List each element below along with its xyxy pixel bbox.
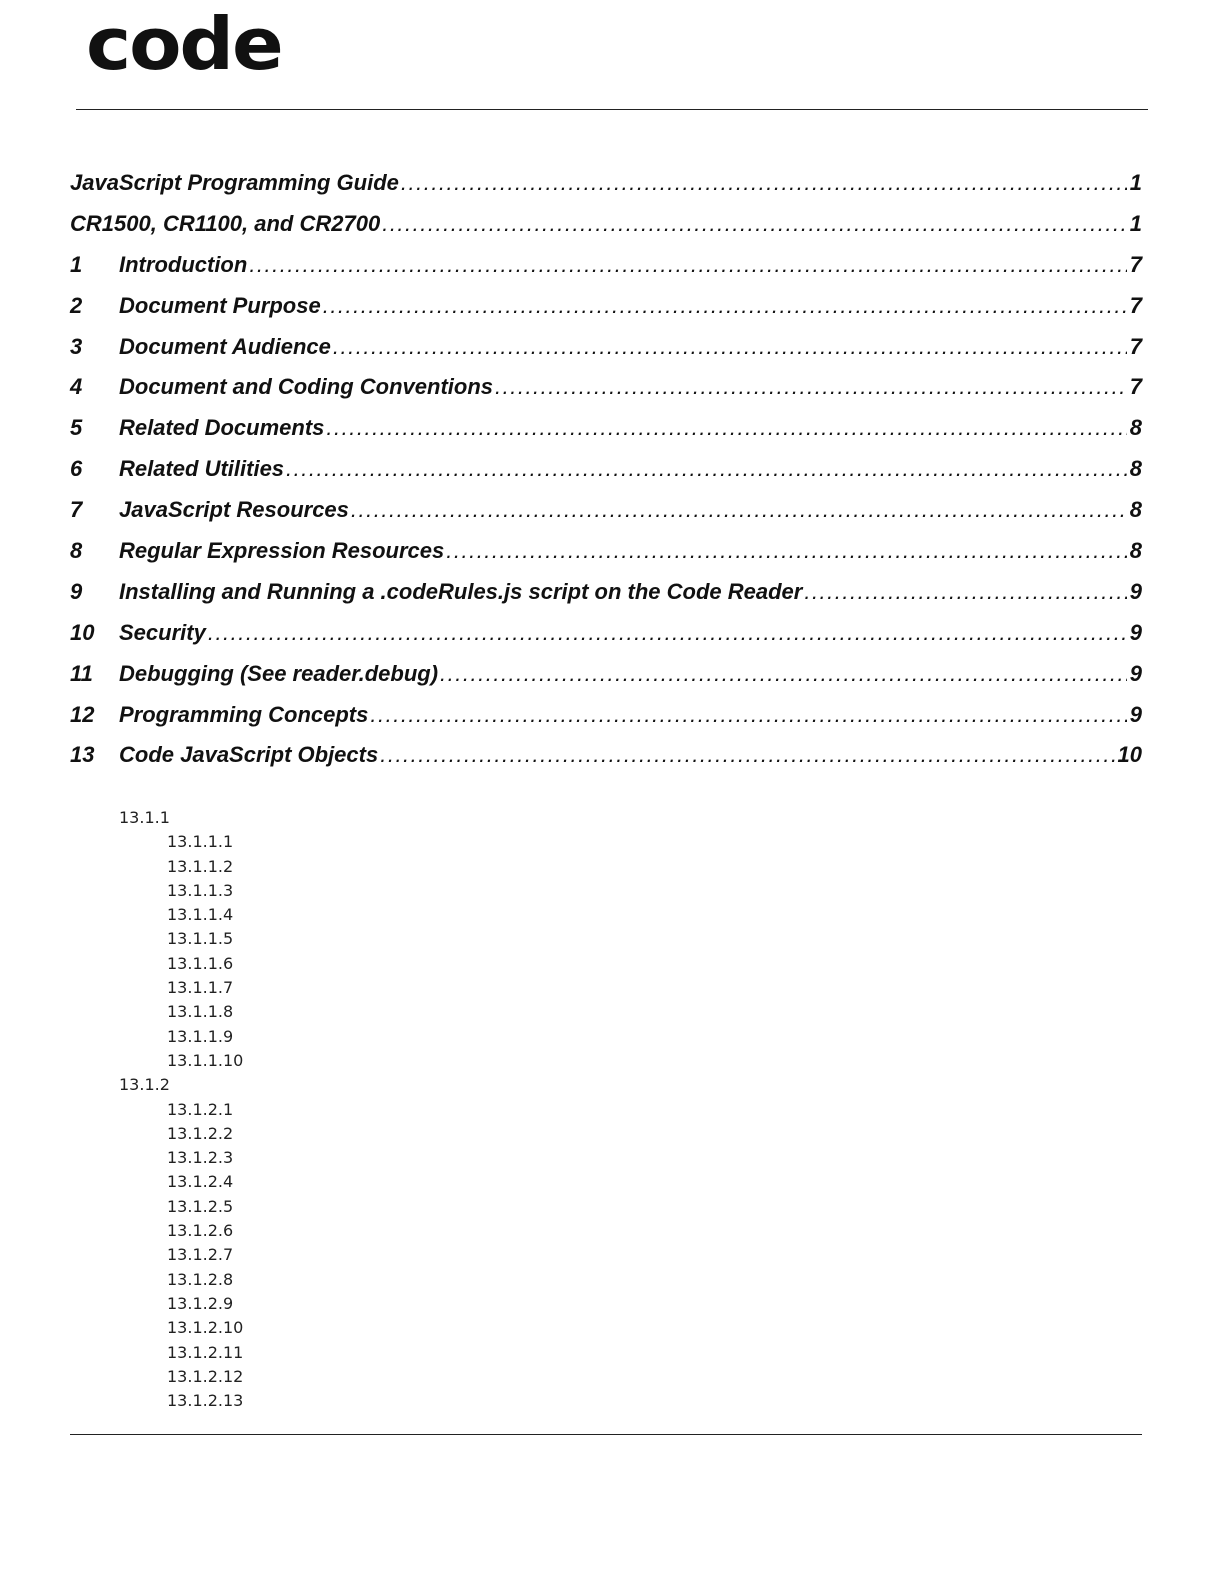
subsection-label[interactable]: 13.1.2.3 <box>167 1148 234 1168</box>
toc-entry-page: 7 <box>1129 333 1142 359</box>
subsection-label[interactable]: 13.1.2.13 <box>167 1391 244 1411</box>
subsection-label[interactable]: 13.1.2 <box>119 1075 170 1095</box>
toc-dot-leader <box>333 327 1127 368</box>
header-divider <box>76 109 1148 110</box>
toc-entry-title: Document Audience <box>119 333 331 359</box>
toc-dot-leader <box>351 490 1127 531</box>
subsection-label[interactable]: 13.1.1.6 <box>167 953 234 973</box>
toc-entry[interactable] <box>70 490 1142 531</box>
toc-entry[interactable] <box>70 204 1142 245</box>
toc-entry-title: Security <box>119 619 206 645</box>
toc-entry-title: Document Purpose <box>119 292 321 318</box>
toc-entry[interactable] <box>70 367 1142 408</box>
subsection-label[interactable]: 13.1.2.7 <box>167 1245 234 1265</box>
toc-entry-title: Introduction <box>119 251 248 277</box>
subsection-label[interactable]: 13.1.2.1 <box>167 1099 234 1119</box>
table-of-contents <box>70 163 1142 776</box>
subsection-label[interactable]: 13.1.1.9 <box>167 1026 234 1046</box>
toc-entry[interactable] <box>70 572 1142 613</box>
toc-entry[interactable] <box>70 531 1142 572</box>
toc-entry-page: 7 <box>1129 374 1142 400</box>
toc-dot-leader <box>804 572 1126 613</box>
toc-entry-page: 8 <box>1129 415 1142 441</box>
toc-dot-leader <box>326 408 1126 449</box>
toc-dot-leader <box>440 654 1127 695</box>
subsection-label[interactable]: 13.1.2.5 <box>167 1196 234 1216</box>
subsection-list <box>119 806 243 1413</box>
toc-entry[interactable] <box>70 245 1142 286</box>
toc-entry-number: 2 <box>70 292 83 318</box>
toc-entry[interactable] <box>70 654 1142 695</box>
toc-dot-leader <box>370 695 1126 736</box>
toc-entry-title: Related Documents <box>119 415 325 441</box>
subsection-label[interactable]: 13.1.1.5 <box>167 929 234 949</box>
toc-entry-number: 9 <box>70 578 83 604</box>
subsection-label[interactable]: 13.1.1.4 <box>167 905 234 925</box>
subsection-label[interactable]: 13.1.1.2 <box>167 856 234 876</box>
toc-entry-title: Regular Expression Resources <box>119 538 445 564</box>
toc-entry-number: 8 <box>70 538 83 564</box>
toc-dot-leader <box>495 367 1127 408</box>
toc-entry[interactable] <box>70 695 1142 736</box>
toc-dot-leader <box>323 286 1127 327</box>
toc-entry-page: 8 <box>1129 456 1142 482</box>
toc-entry-title: Installing and Running a .codeRules.js script on the Code Reader <box>119 578 803 604</box>
toc-entry[interactable] <box>70 735 1142 776</box>
toc-entry-number: 6 <box>70 456 83 482</box>
subsection-label[interactable]: 13.1.2.2 <box>167 1123 234 1143</box>
company-logo: code <box>86 2 282 86</box>
toc-entry-page: 8 <box>1129 497 1142 523</box>
toc-entry-number: 12 <box>70 701 95 727</box>
toc-entry-number: 1 <box>70 251 83 277</box>
toc-entry-number: 13 <box>70 742 95 768</box>
toc-dot-leader <box>446 531 1127 572</box>
subsection-label[interactable]: 13.1.1.8 <box>167 1002 234 1022</box>
subsection-label[interactable]: 13.1.1 <box>119 808 170 827</box>
toc-dot-leader <box>382 204 1127 245</box>
toc-dot-leader <box>286 449 1127 490</box>
toc-entry-title: Related Utilities <box>119 456 285 482</box>
toc-dot-leader <box>208 613 1127 654</box>
toc-entry-page: 1 <box>1129 210 1142 236</box>
toc-entry-title: Document and Coding Conventions <box>119 374 493 400</box>
subsection-label[interactable]: 13.1.2.4 <box>167 1172 234 1192</box>
toc-entry[interactable] <box>70 408 1142 449</box>
subsection-label[interactable]: 13.1.1.3 <box>167 880 234 900</box>
toc-entry-number: 7 <box>70 497 83 523</box>
toc-entry-number: 5 <box>70 415 83 441</box>
toc-entry-page: 7 <box>1129 251 1142 277</box>
toc-entry[interactable] <box>70 163 1142 204</box>
toc-entry-number: 4 <box>70 374 83 400</box>
toc-entry[interactable] <box>70 613 1142 654</box>
toc-entry-title: JavaScript Resources <box>119 497 349 523</box>
toc-dot-leader <box>249 245 1126 286</box>
subsection-label[interactable]: 13.1.2.10 <box>167 1318 244 1338</box>
toc-entry-number: 11 <box>70 660 93 686</box>
subsection-label[interactable]: 13.1.2.12 <box>167 1366 244 1386</box>
toc-dot-leader <box>401 163 1127 204</box>
footer-divider <box>70 1434 1142 1435</box>
subsection-label[interactable]: 13.1.2.8 <box>167 1269 234 1289</box>
subsection-label[interactable]: 13.1.1.7 <box>167 978 234 998</box>
toc-entry-page: 9 <box>1129 660 1142 686</box>
toc-entry-title: CR1500, CR1100, and CR2700 <box>70 210 381 236</box>
toc-entry-number: 10 <box>70 619 95 645</box>
toc-entry[interactable] <box>70 449 1142 490</box>
subsection-label[interactable]: 13.1.2.9 <box>167 1293 234 1313</box>
toc-entry-number: 3 <box>70 333 83 359</box>
toc-entry[interactable] <box>70 286 1142 327</box>
subsection-label[interactable]: 13.1.1.1 <box>167 832 234 852</box>
toc-entry[interactable] <box>70 327 1142 368</box>
toc-entry-page: 9 <box>1129 701 1142 727</box>
toc-entry-title: Debugging (See reader.debug) <box>119 660 439 686</box>
toc-entry-page: 8 <box>1129 538 1142 564</box>
toc-entry-title: Programming Concepts <box>119 701 369 727</box>
subsection-label[interactable]: 13.1.1.10 <box>167 1050 244 1070</box>
subsection-label[interactable]: 13.1.2.11 <box>167 1342 244 1362</box>
toc-entry-page: 9 <box>1129 619 1142 645</box>
toc-dot-leader <box>380 735 1114 776</box>
toc-entry-title: Code JavaScript Objects <box>119 742 379 768</box>
toc-entry-page: 1 <box>1129 170 1142 195</box>
toc-entry-page: 7 <box>1129 292 1142 318</box>
toc-entry-page: 9 <box>1129 578 1142 604</box>
toc-entry-title: JavaScript Programming Guide <box>70 170 399 195</box>
subsection-label[interactable]: 13.1.2.6 <box>167 1221 234 1241</box>
toc-entry-page: 10 <box>1117 742 1142 768</box>
